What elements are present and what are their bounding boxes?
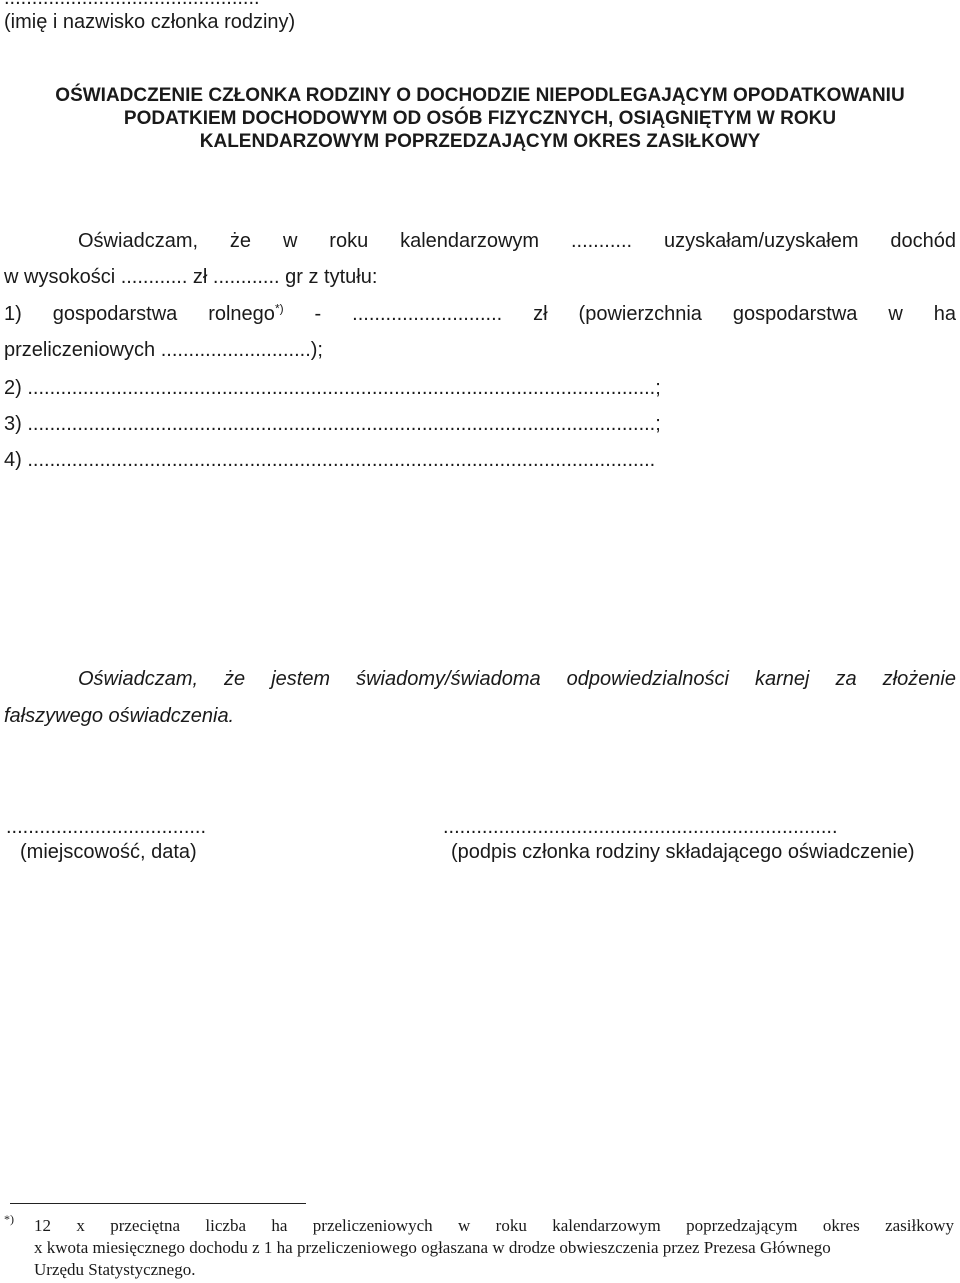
- name-caption: (imię i nazwisko członka rodziny): [4, 11, 296, 33]
- statement-line-2: w wysokości ............ zł ............ gr z tytułu:: [4, 266, 378, 288]
- footnote-line-3: Urzędu Statystycznego.: [34, 1260, 196, 1279]
- signature-caption: (podpis członka rodziny składającego oświadczenie): [451, 841, 915, 863]
- place-date-dots[interactable]: ....................................: [6, 816, 207, 838]
- statement-item-3[interactable]: 3) .................................................................................................................;: [4, 413, 661, 435]
- document-title-line-3: KALENDARZOWYM POPRZEDZAJĄCYM OKRES ZASIŁKOWY: [199, 131, 761, 152]
- statement-item-1: [4, 302, 956, 326]
- footnote-divider: [10, 1203, 306, 1204]
- statement-item-1-cont: przeliczeniowych ...........................);: [4, 339, 323, 361]
- footnote-mark: *): [4, 1212, 14, 1226]
- name-dots[interactable]: [4, 0, 260, 10]
- place-date-caption: (miejscowość, data): [20, 841, 197, 863]
- declaration-line-2: fałszywego oświadczenia.: [4, 705, 235, 727]
- document-title-line-2: PODATKIEM DOCHODOWYM OD OSÓB FIZYCZNYCH, OSIĄGNIĘTYM W ROKU: [123, 108, 837, 129]
- footnote-line-2: x kwota miesięcznego dochodu z 1 ha przeliczeniowego ogłaszana w drodze obwieszczenia przez Prezesa Głównego: [34, 1238, 831, 1257]
- declaration-line-1: Oświadczam, że jestem świadomy/świadoma odpowiedzialności karnej za złożenie: [78, 668, 956, 690]
- signature-dots[interactable]: .......................................................................: [443, 816, 838, 838]
- footnote-ref: *): [274, 301, 284, 316]
- footnote-line-1: 12 x przeciętna liczba ha przeliczeniowych w roku kalendarzowym poprzedzającym okres zasiłkowy: [34, 1216, 954, 1235]
- item1-rest: - ........................... zł (powierzchnia gospodarstwa w ha: [283, 303, 956, 325]
- statement-item-2[interactable]: 2) .................................................................................................................;: [4, 377, 661, 399]
- document-title-line-1: OŚWIADCZENIE CZŁONKA RODZINY O DOCHODZIE NIEPODLEGAJĄCYM OPODATKOWANIU: [55, 85, 905, 106]
- item1-label: 1) gospodarstwa rolnego: [4, 303, 275, 325]
- statement-line-1: Oświadczam, że w roku kalendarzowym ........... uzyskałam/uzyskałem dochód: [78, 230, 956, 252]
- statement-item-4[interactable]: 4) .................................................................................................................: [4, 449, 656, 471]
